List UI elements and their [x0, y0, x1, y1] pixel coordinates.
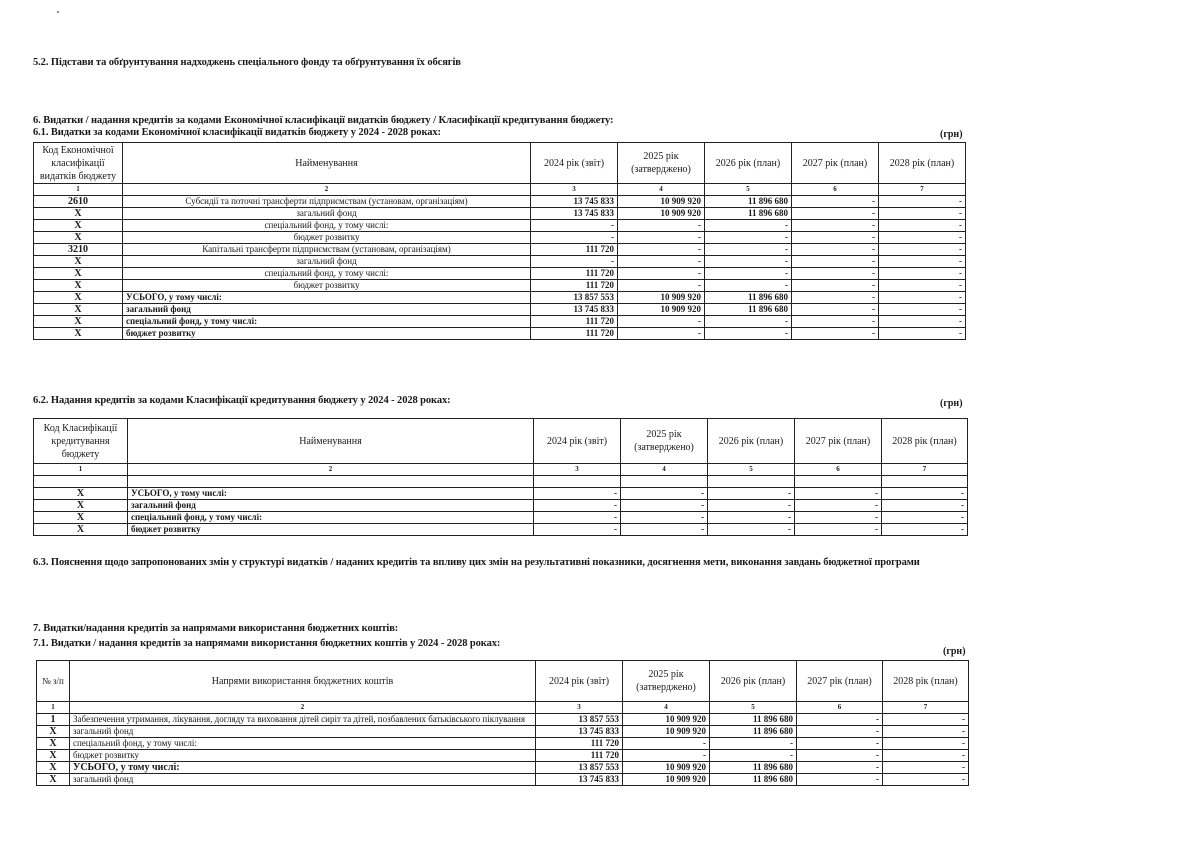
header-2027: 2027 рік (план): [792, 143, 879, 184]
col-number: 1: [34, 184, 123, 196]
col-number: 7: [879, 184, 966, 196]
table-row: [37, 762, 969, 774]
row-value-2027: -: [797, 714, 883, 726]
col-number: 6: [797, 702, 883, 714]
table-row: [37, 738, 969, 750]
row-value-2028: -: [883, 750, 969, 762]
row-code: X: [34, 524, 128, 536]
table-row: [34, 512, 968, 524]
row-value-2027: -: [792, 292, 879, 304]
header-number: № з/п: [37, 661, 70, 702]
row-value-2027: -: [797, 738, 883, 750]
row-code: X: [34, 316, 123, 328]
header-2027: 2027 рік (план): [795, 419, 882, 464]
row-value-2026: [708, 476, 795, 488]
table-6-2: [33, 418, 968, 536]
table-row: [34, 256, 966, 268]
row-name: спеціальний фонд, у тому числі:: [70, 738, 536, 750]
table-row: [34, 232, 966, 244]
header-2026: 2026 рік (план): [710, 661, 797, 702]
row-value-2024: 13 857 553: [536, 762, 623, 774]
row-value-2028: -: [883, 726, 969, 738]
row-value-2026: -: [705, 232, 792, 244]
row-value-2024: [534, 476, 621, 488]
row-name: загальний фонд: [123, 304, 531, 316]
table-row: [34, 280, 966, 292]
row-value-2028: -: [879, 292, 966, 304]
row-value-2024: 111 720: [531, 244, 618, 256]
row-code: 2610: [34, 196, 123, 208]
row-value-2024: 111 720: [531, 316, 618, 328]
row-value-2025: 10 909 920: [623, 726, 710, 738]
row-code: X: [34, 268, 123, 280]
col-number: 1: [37, 702, 70, 714]
row-value-2027: [795, 476, 882, 488]
row-value-2028: -: [882, 524, 968, 536]
unit-label-7-1: (грн): [943, 646, 966, 657]
row-name: загальний фонд: [128, 500, 534, 512]
row-value-2027: -: [792, 196, 879, 208]
row-value-2026: 11 896 680: [710, 726, 797, 738]
table-header-row: [37, 661, 969, 702]
row-value-2024: 111 720: [536, 738, 623, 750]
row-value-2024: -: [534, 488, 621, 500]
row-value-2028: -: [879, 304, 966, 316]
col-number: 3: [534, 464, 621, 476]
row-name: Капітальні трансферти підприємствам (установам, організаціям): [123, 244, 531, 256]
heading-6-3: 6.3. Пояснення щодо запропонованих змін у структурі видатків / наданих кредитів та впливу цих змін на результативні показники, досягнення мети, виконання завдань бюджетної програми: [33, 557, 920, 568]
table-row: [37, 714, 969, 726]
table-row: [34, 208, 966, 220]
header-code: Код Класифікації кредитування бюджету: [34, 419, 128, 464]
col-number: 5: [710, 702, 797, 714]
row-value-2025: -: [621, 512, 708, 524]
row-name: спеціальний фонд, у тому числі:: [123, 220, 531, 232]
row-code: 3210: [34, 244, 123, 256]
row-value-2026: -: [705, 280, 792, 292]
row-value-2024: 13 745 833: [536, 726, 623, 738]
row-value-2024: -: [531, 256, 618, 268]
col-number: 4: [618, 184, 705, 196]
row-name: загальний фонд: [70, 726, 536, 738]
row-value-2028: -: [879, 280, 966, 292]
row-value-2026: -: [705, 220, 792, 232]
header-2025: 2025 рік (затверджено): [623, 661, 710, 702]
row-value-2027: -: [797, 762, 883, 774]
row-value-2024: 13 857 553: [536, 714, 623, 726]
col-number: 3: [531, 184, 618, 196]
table-row: [34, 196, 966, 208]
row-name: загальний фонд: [70, 774, 536, 786]
row-value-2028: -: [879, 220, 966, 232]
header-2025: 2025 рік (затверджено): [621, 419, 708, 464]
row-value-2026: -: [710, 738, 797, 750]
row-value-2024: 13 745 833: [531, 196, 618, 208]
row-value-2025: [621, 476, 708, 488]
row-value-2027: -: [792, 220, 879, 232]
header-2024: 2024 рік (звіт): [536, 661, 623, 702]
unit-label-6-1: (грн): [940, 129, 963, 140]
heading-6: 6. Видатки / надання кредитів за кодами Економічної класифікації видатків бюджету / Класифікації кредитування бюджету:: [33, 115, 614, 126]
row-value-2025: -: [623, 738, 710, 750]
table-row: [34, 292, 966, 304]
table-7-1: [36, 660, 969, 786]
row-value-2025: -: [621, 488, 708, 500]
row-value-2028: -: [879, 256, 966, 268]
col-number: 5: [705, 184, 792, 196]
row-value-2025: -: [618, 316, 705, 328]
row-name: Забезпечення утримання, лікування, догляду та виховання дітей сиріт та дітей, позбавлених батьківського піклування: [70, 714, 536, 726]
table-row: [34, 488, 968, 500]
row-value-2026: 11 896 680: [710, 714, 797, 726]
row-value-2027: -: [797, 726, 883, 738]
row-value-2026: 11 896 680: [710, 762, 797, 774]
row-value-2026: 11 896 680: [705, 304, 792, 316]
row-code: [34, 476, 128, 488]
row-value-2028: -: [883, 774, 969, 786]
row-code: X: [34, 208, 123, 220]
col-number: 6: [795, 464, 882, 476]
row-value-2025: -: [618, 268, 705, 280]
table-header-row: [34, 419, 968, 464]
unit-label-6-2: (грн): [940, 398, 963, 409]
row-code: X: [34, 220, 123, 232]
row-value-2027: -: [792, 280, 879, 292]
row-value-2028: -: [879, 244, 966, 256]
table-row: [34, 524, 968, 536]
row-value-2025: 10 909 920: [618, 196, 705, 208]
row-value-2026: -: [705, 328, 792, 340]
table-row: [37, 750, 969, 762]
row-value-2026: -: [705, 244, 792, 256]
row-value-2028: -: [883, 738, 969, 750]
row-code: X: [37, 738, 70, 750]
row-name: Субсидії та поточні трансферти підприємствам (установам, організаціям): [123, 196, 531, 208]
col-number: 4: [621, 464, 708, 476]
row-value-2028: -: [879, 328, 966, 340]
col-number: 4: [623, 702, 710, 714]
row-value-2027: -: [795, 500, 882, 512]
row-value-2027: -: [797, 774, 883, 786]
row-value-2027: -: [792, 304, 879, 316]
col-number: 7: [883, 702, 969, 714]
row-value-2026: -: [705, 256, 792, 268]
table-row: [37, 774, 969, 786]
row-value-2025: -: [618, 280, 705, 292]
header-directions: Напрями використання бюджетних коштів: [70, 661, 536, 702]
row-code: X: [34, 280, 123, 292]
table-row: [34, 244, 966, 256]
row-name: УСЬОГО, у тому числі:: [70, 762, 536, 774]
row-code: X: [34, 488, 128, 500]
row-value-2027: -: [795, 524, 882, 536]
column-number-row: [34, 464, 968, 476]
header-2026: 2026 рік (план): [705, 143, 792, 184]
scan-speck: [57, 11, 59, 13]
row-value-2027: -: [792, 328, 879, 340]
row-value-2027: -: [792, 256, 879, 268]
row-name: бюджет розвитку: [123, 328, 531, 340]
table-row: [37, 726, 969, 738]
row-value-2027: -: [792, 232, 879, 244]
row-value-2026: -: [708, 524, 795, 536]
row-name: спеціальний фонд, у тому числі:: [123, 316, 531, 328]
row-code: X: [37, 750, 70, 762]
heading-7: 7. Видатки/надання кредитів за напрямами використання бюджетних коштів:: [33, 623, 399, 634]
row-code: X: [34, 232, 123, 244]
col-number: 6: [792, 184, 879, 196]
header-code: Код Економічної класифікації видатків бюджету: [34, 143, 123, 184]
table-row: [34, 268, 966, 280]
row-value-2024: 111 720: [531, 328, 618, 340]
row-value-2025: -: [618, 328, 705, 340]
row-name: бюджет розвитку: [70, 750, 536, 762]
row-value-2026: 11 896 680: [705, 292, 792, 304]
row-value-2025: -: [618, 220, 705, 232]
table-row: [34, 476, 968, 488]
row-value-2025: 10 909 920: [618, 292, 705, 304]
row-value-2024: -: [531, 232, 618, 244]
table-row: [34, 220, 966, 232]
row-value-2028: -: [882, 500, 968, 512]
row-value-2028: -: [883, 714, 969, 726]
row-code: 1: [37, 714, 70, 726]
header-2024: 2024 рік (звіт): [531, 143, 618, 184]
col-number: 2: [123, 184, 531, 196]
row-name: спеціальний фонд, у тому числі:: [123, 268, 531, 280]
row-name: УСЬОГО, у тому числі:: [123, 292, 531, 304]
row-value-2026: 11 896 680: [705, 208, 792, 220]
header-2027: 2027 рік (план): [797, 661, 883, 702]
row-value-2025: 10 909 920: [623, 774, 710, 786]
row-name: загальний фонд: [123, 208, 531, 220]
row-name: загальний фонд: [123, 256, 531, 268]
row-value-2024: 13 857 553: [531, 292, 618, 304]
row-value-2025: -: [621, 524, 708, 536]
row-name: бюджет розвитку: [123, 280, 531, 292]
column-number-row: [34, 184, 966, 196]
row-code: X: [34, 304, 123, 316]
row-value-2027: -: [792, 268, 879, 280]
row-value-2024: 111 720: [536, 750, 623, 762]
row-value-2026: -: [710, 750, 797, 762]
row-value-2025: -: [618, 232, 705, 244]
row-value-2024: -: [531, 220, 618, 232]
heading-7-1: 7.1. Видатки / надання кредитів за напрямами використання бюджетних коштів у 2024 - 2028 роках:: [33, 638, 501, 649]
table-row: [34, 328, 966, 340]
row-value-2026: -: [708, 512, 795, 524]
header-2028: 2028 рік (план): [883, 661, 969, 702]
header-name: Найменування: [128, 419, 534, 464]
heading-5-2: 5.2. Підстави та обґрунтування надходжень спеціального фонду та обґрунтування їх обсягів: [33, 57, 461, 68]
row-value-2028: [882, 476, 968, 488]
col-number: 2: [128, 464, 534, 476]
header-2028: 2028 рік (план): [879, 143, 966, 184]
table-header-row: [34, 143, 966, 184]
row-code: X: [37, 726, 70, 738]
row-value-2024: -: [534, 524, 621, 536]
row-value-2027: -: [797, 750, 883, 762]
col-number: 7: [882, 464, 968, 476]
header-name: Найменування: [123, 143, 531, 184]
header-2028: 2028 рік (план): [882, 419, 968, 464]
row-value-2026: 11 896 680: [710, 774, 797, 786]
row-code: X: [34, 292, 123, 304]
col-number: 1: [34, 464, 128, 476]
heading-6-1: 6.1. Видатки за кодами Економічної класифікації видатків бюджету у 2024 - 2028 роках:: [33, 127, 441, 138]
table-row: [34, 304, 966, 316]
row-value-2026: -: [705, 268, 792, 280]
col-number: 3: [536, 702, 623, 714]
row-value-2025: -: [623, 750, 710, 762]
row-value-2028: -: [882, 512, 968, 524]
table-row: [34, 316, 966, 328]
header-2026: 2026 рік (план): [708, 419, 795, 464]
row-name: УСЬОГО, у тому числі:: [128, 488, 534, 500]
row-value-2028: -: [879, 232, 966, 244]
row-value-2027: -: [795, 488, 882, 500]
row-value-2027: -: [792, 244, 879, 256]
col-number: 5: [708, 464, 795, 476]
row-value-2024: -: [534, 500, 621, 512]
row-code: X: [34, 512, 128, 524]
row-code: X: [34, 500, 128, 512]
row-value-2025: 10 909 920: [618, 304, 705, 316]
row-name: спеціальний фонд, у тому числі:: [128, 512, 534, 524]
header-2025: 2025 рік (затверджено): [618, 143, 705, 184]
row-value-2028: -: [879, 208, 966, 220]
row-value-2028: -: [879, 316, 966, 328]
row-value-2025: -: [621, 500, 708, 512]
row-value-2026: -: [705, 316, 792, 328]
table-6-1: [33, 142, 966, 340]
row-value-2026: -: [708, 500, 795, 512]
row-value-2028: -: [882, 488, 968, 500]
table-row: [34, 500, 968, 512]
row-name: [128, 476, 534, 488]
row-value-2024: 13 745 833: [536, 774, 623, 786]
row-value-2025: 10 909 920: [623, 714, 710, 726]
column-number-row: [37, 702, 969, 714]
row-value-2025: -: [618, 256, 705, 268]
row-value-2024: 13 745 833: [531, 304, 618, 316]
row-name: бюджет розвитку: [128, 524, 534, 536]
heading-6-2: 6.2. Надання кредитів за кодами Класифікації кредитування бюджету у 2024 - 2028 роках:: [33, 395, 451, 406]
row-value-2024: 111 720: [531, 268, 618, 280]
row-value-2028: -: [883, 762, 969, 774]
row-code: X: [37, 774, 70, 786]
row-value-2025: 10 909 920: [623, 762, 710, 774]
row-value-2024: -: [534, 512, 621, 524]
header-2024: 2024 рік (звіт): [534, 419, 621, 464]
row-value-2028: -: [879, 196, 966, 208]
row-value-2026: -: [708, 488, 795, 500]
col-number: 2: [70, 702, 536, 714]
row-value-2027: -: [792, 208, 879, 220]
row-code: X: [34, 328, 123, 340]
row-value-2025: 10 909 920: [618, 208, 705, 220]
row-value-2028: -: [879, 268, 966, 280]
row-code: X: [37, 762, 70, 774]
row-value-2026: 11 896 680: [705, 196, 792, 208]
row-value-2025: -: [618, 244, 705, 256]
row-value-2024: 13 745 833: [531, 208, 618, 220]
row-name: бюджет розвитку: [123, 232, 531, 244]
row-value-2024: 111 720: [531, 280, 618, 292]
row-code: X: [34, 256, 123, 268]
row-value-2027: -: [792, 316, 879, 328]
row-value-2027: -: [795, 512, 882, 524]
